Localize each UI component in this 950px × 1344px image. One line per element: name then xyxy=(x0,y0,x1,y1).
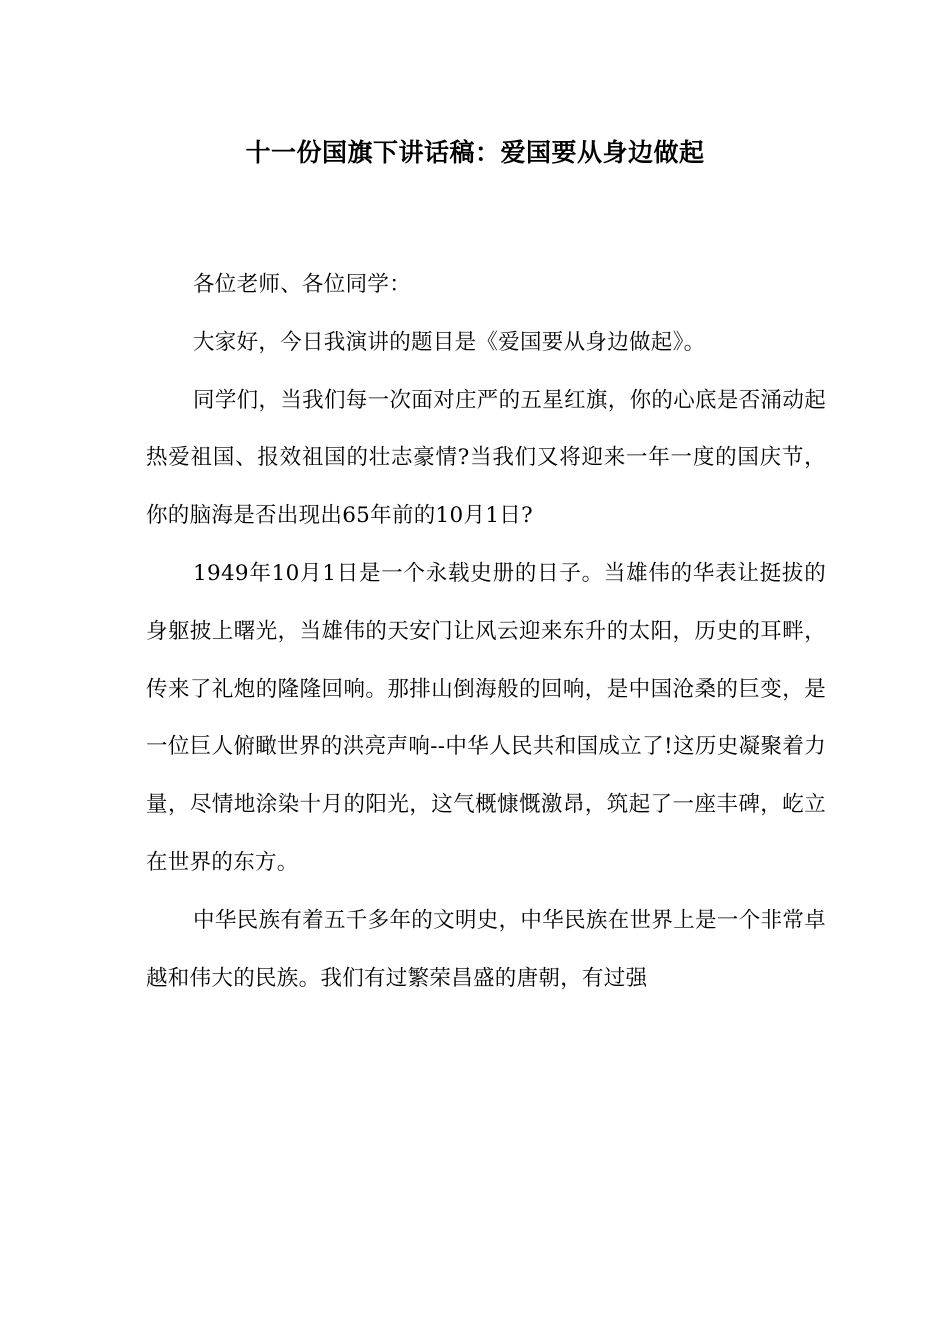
paragraph-civilization: 中华民族有着五千多年的文明史，中华民族在世界上是一个非常卓越和伟大的民族。我们有过繁荣昌盛的唐朝，有过强 xyxy=(146,907,826,991)
paragraph-greeting: 各位老师、各位同学： xyxy=(193,272,412,297)
paragraph-flag: 同学们，当我们每一次面对庄严的五星红旗，你的心底是否涌动起热爱祖国、报效祖国的壮志豪情?当我们又将迎来一年一度的国庆节，你的脑海是否出现出65年前的10月1日? xyxy=(146,387,826,529)
paragraph-intro: 大家好，今日我演讲的题目是《爱国要从身边做起》。 xyxy=(193,329,706,355)
document-body xyxy=(146,256,826,1007)
document-title: 十一份国旗下讲话稿：爱国要从身边做起 xyxy=(245,138,705,167)
paragraph-1949: 1949年10月1日是一个永载史册的日子。当雄伟的华表让挺拔的身躯披上曙光，当雄伟的天安门让风云迎来东升的太阳，历史的耳畔，传来了礼炮的隆隆回响。那排山倒海般的回响，是中国沧桑的巨变，是一位巨人俯瞰世界的洪亮声响--中华人民共和国成立了!这历史凝聚着力量，尽情地涂染十月的阳光，这气概慷慨激昂，筑起了一座丰碑，屹立在世界的东方。 xyxy=(146,560,826,875)
